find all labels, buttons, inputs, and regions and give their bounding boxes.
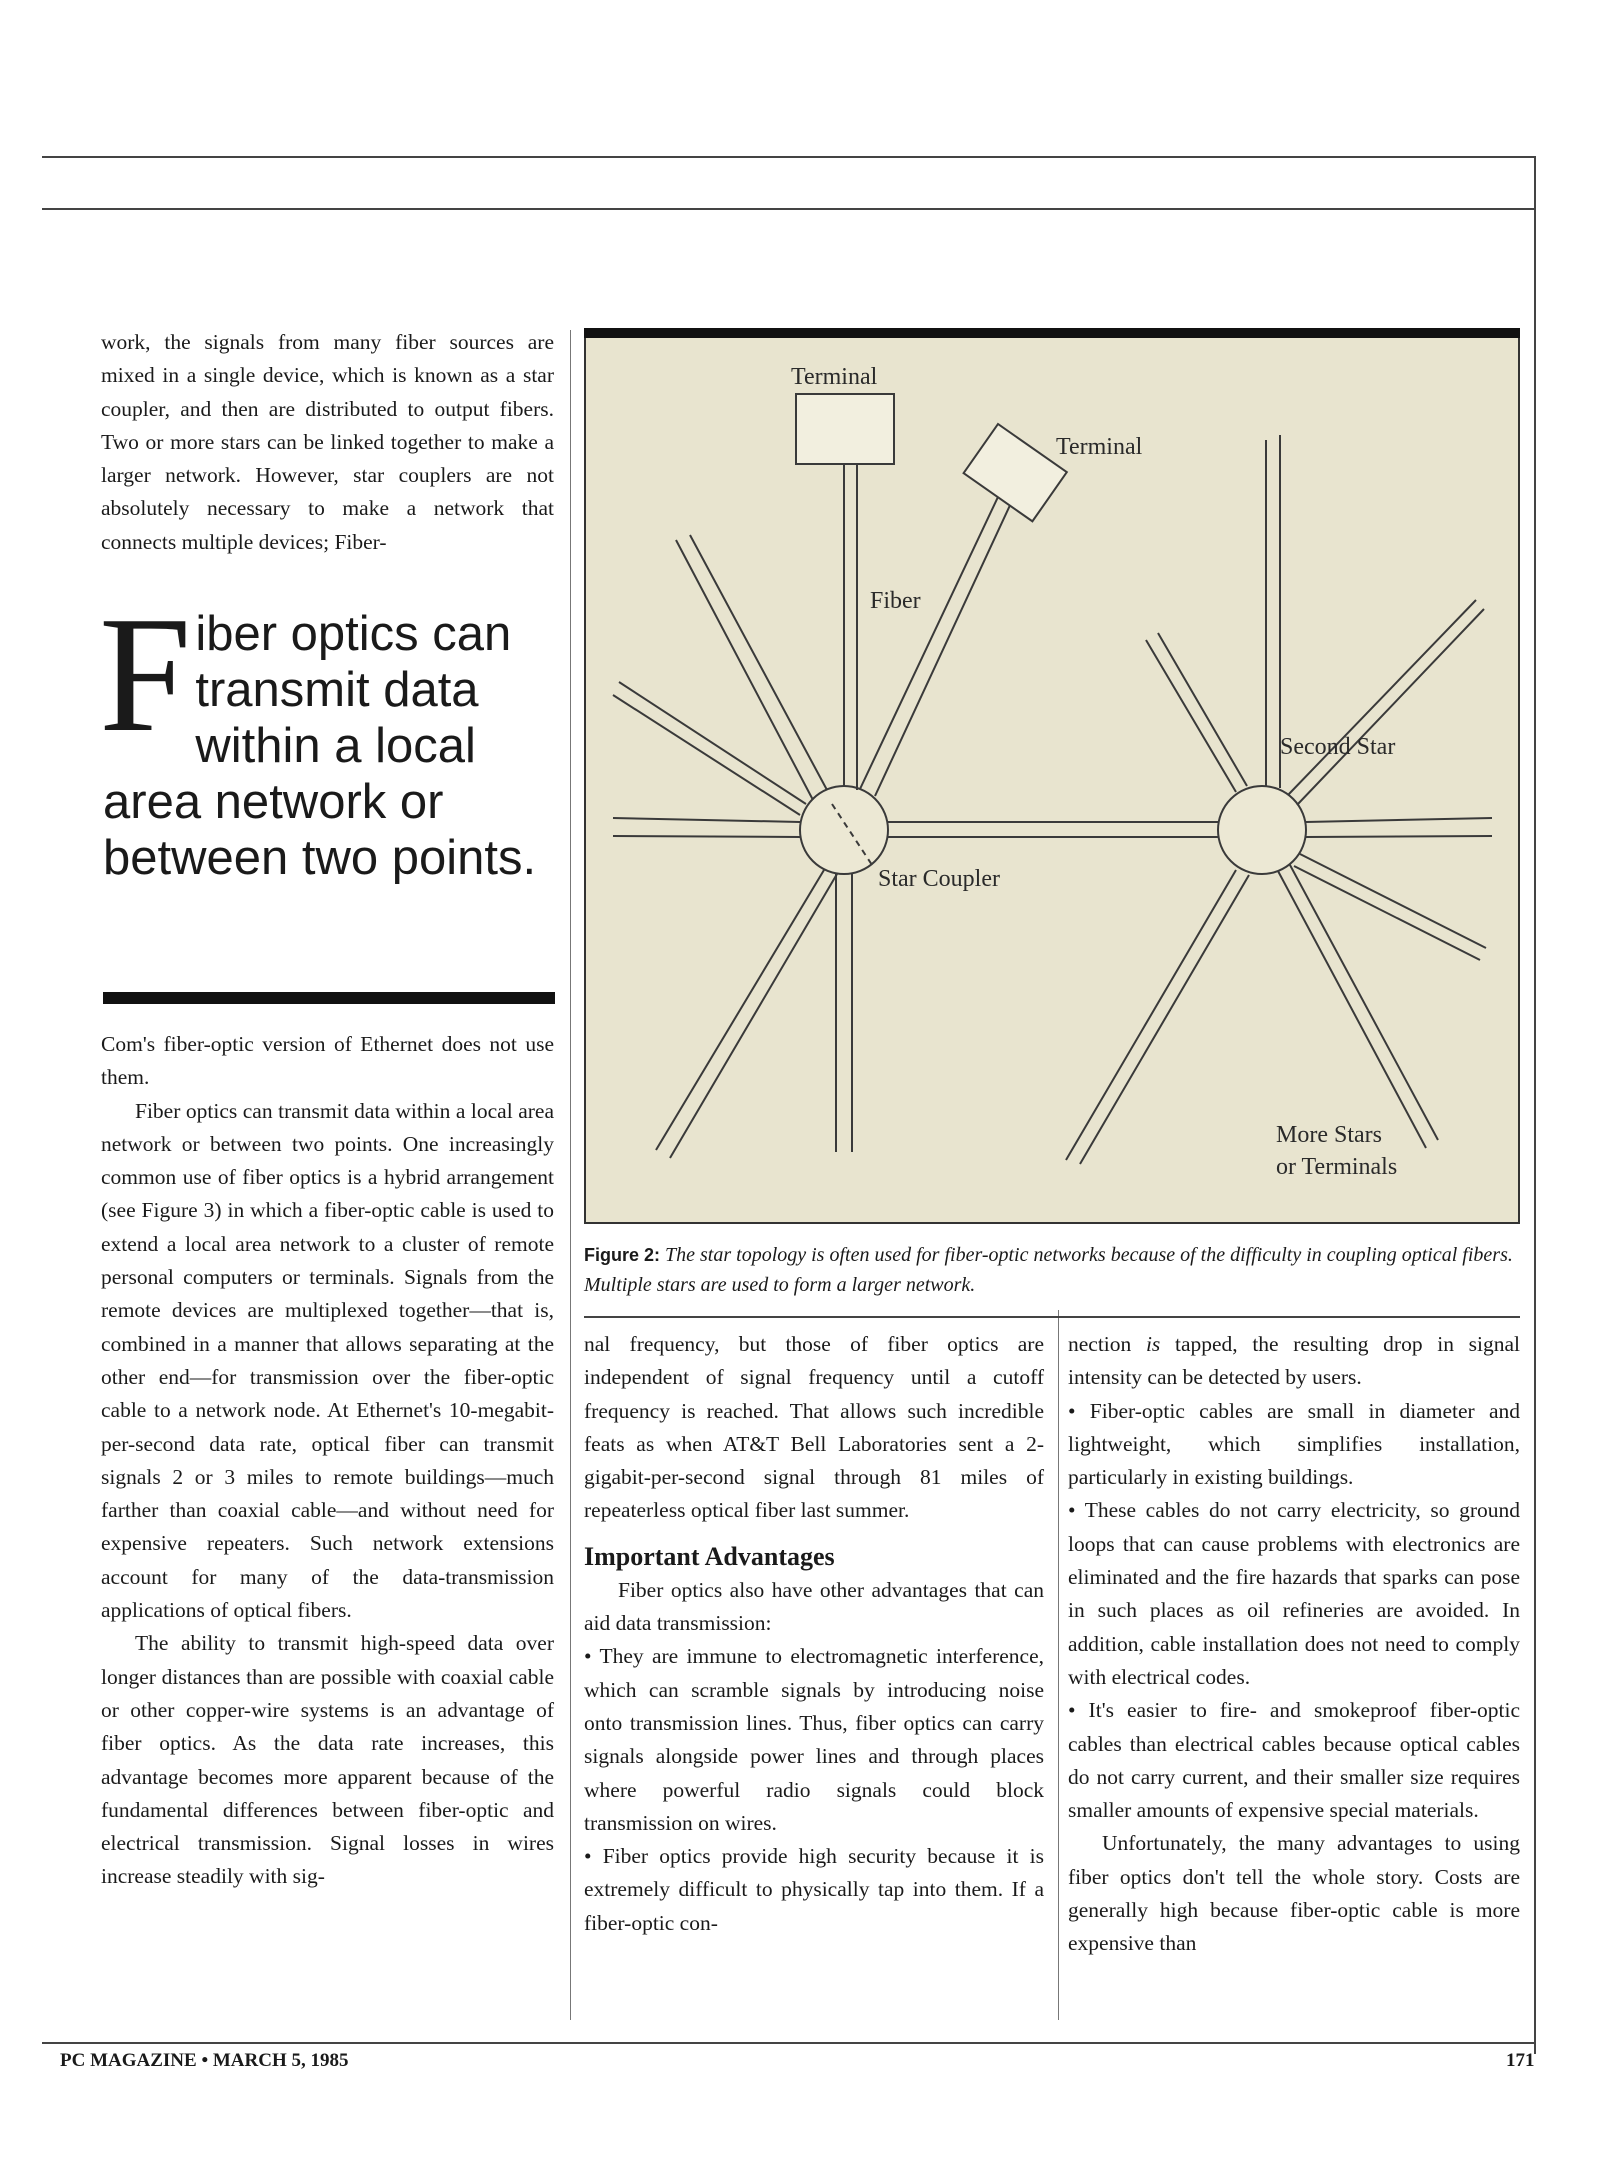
body-paragraph: nal frequency, but those of fiber optics are independent of signal frequency until a cutoff frequency is reached. That allows such incredible feats as when AT&T Bell Laboratories sent a 2-gigabit-per-second signal through 81 miles of repeaterless optical fiber last summer. xyxy=(584,1332,1044,1523)
label-star-coupler: Star Coupler xyxy=(878,866,1000,892)
middle-column xyxy=(584,1328,1044,1940)
right-column xyxy=(1068,1328,1520,1961)
footer-rule xyxy=(42,2042,1536,2044)
pull-quote xyxy=(99,582,563,886)
text-run: nection xyxy=(1068,1332,1146,1356)
body-paragraph: The ability to transmit high-speed data over longer distances than are possible with coaxial cable or other copper-wire systems is an advantage of fiber optics. As the data rate increases, this advantage becomes more apparent because of the fundamental differences between fiber-optic and electrical transmission. Signal losses in wires increase steadily with sig- xyxy=(101,1631,554,1889)
footer-page-number: 171 xyxy=(1506,2050,1535,2071)
text-run: tapped, the resulting drop in signal intensity can be detected by users. xyxy=(1068,1332,1520,1390)
caption-text: The star topology is often used for fiber-optic networks because of the difficulty in coupling optical fibers. Multiple stars are used to form a larger network. xyxy=(584,1244,1513,1296)
body-paragraph: Fiber optics can transmit data within a local area network or between two points. One increasingly common use of fiber optics is a hybrid arrangement (see Figure 3) in which a fiber-optic cable is used to extend a local area network to a cluster of remote personal computers or terminals. Signals from the remote devices are multiplexed together—that is, combined in a manner that allows separating at the other end—for transmission over the fiber-optic cable to a network node. At Ethernet's 10-megabit-per-second data rate, optical fiber can transmit signals 2 or 3 miles to remote buildings—much farther than coaxial cable—and without need for expensive repeaters. Such network extensions account for many of the data-transmission applications of optical fibers. xyxy=(101,1098,554,1623)
bullet-item: • Fiber-optic cables are small in diameter and lightweight, which simplifies installation, particularly in existing buildings. xyxy=(1068,1398,1520,1490)
body-paragraph: Unfortunately, the many advantages to using fiber optics don't tell the whole story. Costs are generally high because fiber-optic cable is more expensive than xyxy=(1068,1831,1520,1956)
figure-top-bar xyxy=(584,328,1520,338)
page-frame-right xyxy=(1534,156,1536,2054)
column-divider-middle xyxy=(1058,1310,1059,2020)
emphasis: is xyxy=(1145,1332,1161,1356)
body-paragraph: Fiber optics also have other advantages that can aid data transmission: xyxy=(584,1577,1044,1636)
left-column-bottom xyxy=(101,1028,554,1894)
caption-rule xyxy=(584,1316,1520,1318)
inter-star-fiber xyxy=(888,822,1218,837)
terminal-box-2 xyxy=(964,424,1067,521)
pull-quote-text: iber optics can transmit data within a local area network or between two points. xyxy=(103,607,537,885)
left-column-top xyxy=(101,326,554,559)
figure-caption xyxy=(584,1240,1514,1300)
label-terminal-1: Terminal xyxy=(791,364,878,390)
terminal-box-1 xyxy=(796,394,894,464)
pull-quote-bar xyxy=(103,992,555,1004)
bullet-item: • It's easier to fire- and smokeproof fiber-optic cables than electrical cables because optical cables do not carry current, and their smaller size requires smaller amounts of expensive special materials. xyxy=(1068,1698,1520,1823)
bullet-item: • They are immune to electromagnetic interference, which can scramble signals by introducing noise onto transmission lines. Thus, fiber optics can carry signals alongside power lines and through places where powerful radio signals could block transmission on wires. xyxy=(584,1644,1044,1835)
header-rule-bottom xyxy=(42,208,1536,210)
label-terminal-2: Terminal xyxy=(1056,434,1143,460)
column-divider-left xyxy=(570,330,571,2020)
label-or-terminals: or Terminals xyxy=(1276,1154,1398,1180)
label-fiber: Fiber xyxy=(870,588,921,614)
label-more-stars: More Stars xyxy=(1276,1122,1382,1148)
second-star-hub xyxy=(1218,786,1306,874)
label-second-star: Second Star xyxy=(1280,734,1396,760)
bullet-item: • These cables do not carry electricity, so ground loops that can cause problems with electronics are eliminated and the fire hazards that sparks can pose in such places as oil refineries are avoided. In addition, cable installation does not need to comply with electrical codes. xyxy=(1068,1498,1520,1689)
body-paragraph xyxy=(1068,1328,1520,1395)
drop-cap: F xyxy=(99,582,192,766)
section-heading: Important Advantages xyxy=(584,1541,835,1571)
body-paragraph: Com's fiber-optic version of Ethernet does not use them. xyxy=(101,1032,554,1090)
bullet-item: • Fiber optics provide high security because it is extremely difficult to physically tap into them. If a fiber-optic con- xyxy=(584,1844,1044,1935)
caption-label: Figure 2: xyxy=(584,1245,661,1265)
header-rule-top xyxy=(42,156,1536,158)
figure-star-topology xyxy=(584,328,1520,1224)
footer-publication: PC MAGAZINE • MARCH 5, 1985 xyxy=(60,2050,349,2071)
star-topology-diagram xyxy=(586,330,1522,1226)
body-paragraph: work, the signals from many fiber sources are mixed in a single device, which is known as a star coupler, and then are distributed to output fibers. Two or more stars can be linked together to make a larger network. However, star couplers are not absolutely necessary to make a network that connects multiple devices; Fiber- xyxy=(101,330,554,554)
